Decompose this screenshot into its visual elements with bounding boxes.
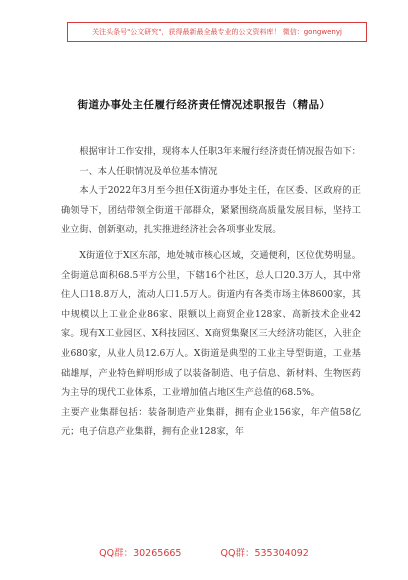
document-title: 街道办事处主任履行经济责任情况述职报告（精品） xyxy=(77,99,331,111)
qq-group-2: QQ群：535304092 xyxy=(220,548,309,559)
intro-paragraph: 根据审计工作安排，现将本人任职3年来履行经济责任情况报告如下： xyxy=(79,146,361,157)
body-paragraph: X街道位于X区东部，地处城市核心区域，交通便利，区位优势明显。全街道总面积68.5平方公里，下辖16个社区，总人口20.3万人，其中常住人口18.8万人，流动人口1.5万人。街道内有各类市场主体8600家，其中规模以上工业企业86家、限额以上商贸企业128家、高新技术企业42家。现有X工业园区、X科技园区、X商贸集聚区三大经济功能区，入驻企业680家，从业人员12.6万人。X街道是典型的工业主导型街道，工业基础雄厚，产业特色鲜明形成了以装备制造、电子信息、新材料、生物医药为主导的现代工业体系，工业增加值占地区生产总值的68.5%。 xyxy=(61,249,361,399)
qq-group-1: QQ群：30265665 xyxy=(99,548,182,559)
promo-banner: 关注头条号"公文研究"，获得最新最全最专业的公文资料库！ 微信：gongwenyj xyxy=(67,22,367,42)
footer xyxy=(0,545,408,559)
section-heading: 一、本人任职情况及单位基本情况 xyxy=(79,165,218,177)
body-paragraph: 本人于2022年3月至今担任X街道办事处主任，在区委、区政府的正确领导下，团结带领全街道干部群众，紧紧围绕高质量发展目标，坚持工业立街、创新驱动，扎实推进经济社会各项事业发展。 xyxy=(61,185,361,236)
body-paragraph: 主要产业集群包括：装备制造产业集群，拥有企业156家，年产值58亿元；电子信息产业集群，拥有企业128家，年 xyxy=(61,406,361,438)
document-body xyxy=(61,142,361,442)
